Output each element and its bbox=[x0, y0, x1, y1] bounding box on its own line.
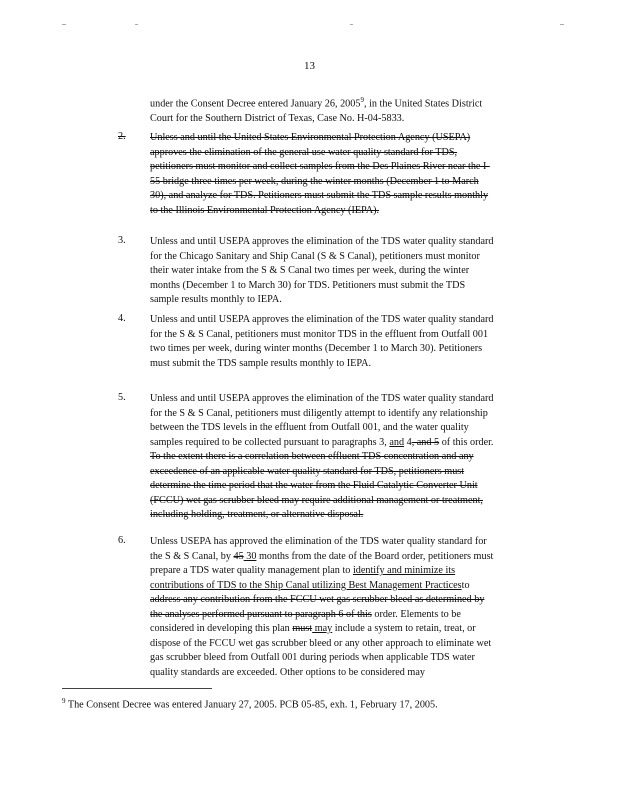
scan-mark bbox=[62, 24, 66, 25]
paragraph: Unless USEPA has approved the elimination of the TDS water quality standard for the S & S Canal, by 45 30 months from the date of the Board order, petitioners must prepare a TDS water quality management plan to identify and minimize its contributions of TDS to the Ship Canal utilizing Best Management Practicesto address any contribution from the FCCU wet gas scrubber bleed as determined by the analyses performed pursuant to paragraph 6 of this order. Elements to be considered in developing this plan must may include a system to retain, treat, or dispose of the FCCU wet gas scrubber bleed or any other approach to eliminate wet gas scrubber bleed from Outfall 001 during periods when applicable TDS water quality standards are exceeded. Other options to be considered may bbox=[150, 536, 494, 678]
scan-mark bbox=[350, 24, 353, 25]
item-number: 6. bbox=[118, 535, 126, 546]
item-number: 2. bbox=[118, 131, 126, 142]
page-number: 13 bbox=[304, 60, 315, 72]
item-number: 5. bbox=[118, 392, 126, 403]
intro-paragraph: under the Consent Decree entered January 26, 2005$^9$, in the United States District Court for the Southern District of Texas, Case No. H-04-5833. bbox=[150, 96, 483, 124]
paragraph: Unless and until USEPA approves the elimination of the TDS water quality standard for the S & S Canal, petitioners must diligently attempt to identify any relationship between the TDS levels in the effluent from Outfall 001, and the water quality samples required to be collected pursuant to paragraphs 3, and 4, and 5 of this order. To the extent there is a correlation between effluent TDS concentration and any exceedence of an applicable water quality standard for TDS, petitioners must determine the time period that the water from the Fluid Catalytic Converter Unit (FCCU) wet gas scrubber bleed may require additional management or treatment, including holding, treatment, or alternative disposal. bbox=[150, 393, 494, 520]
footnote-divider bbox=[62, 688, 212, 689]
scan-mark bbox=[560, 24, 564, 25]
scan-mark bbox=[135, 24, 138, 25]
item-number: 4. bbox=[118, 313, 126, 324]
struck-paragraph: Unless and until the United States Environmental Protection Agency (USEPA) approves the elimination of the general use water quality standard for TDS, petitioners must monitor and collect samples from the Des Plaines River near the I-55 bridge three times per week, during the winter months (December 1 to March 30), and analyze for TDS. Petitioners must submit the TDS sample results monthly to the Illinois Environmental Protection Agency (IEPA). bbox=[150, 132, 490, 216]
item-number: 3. bbox=[118, 235, 126, 246]
footnote: $^9$ The Consent Decree was entered January 27, 2005. PCB 05-85, exh. 1, February 17, 2005. bbox=[62, 697, 438, 711]
paragraph: Unless and until USEPA approves the elimination of the TDS water quality standard for the S & S Canal, petitioners must monitor TDS in the effluent from Outfall 001 two times per week, during winter months (December 1 to March 30). Petitioners must submit the TDS sample results monthly to IEPA. bbox=[150, 314, 494, 369]
paragraph: Unless and until USEPA approves the elimination of the TDS water quality standard for the Chicago Sanitary and Ship Canal (S & S Canal), petitioners must monitor their water intake from the S & S Canal two times per week, during the winter months (December 1 to March 30) for TDS. Petitioners must submit the TDS sample results monthly to IEPA. bbox=[150, 236, 494, 305]
